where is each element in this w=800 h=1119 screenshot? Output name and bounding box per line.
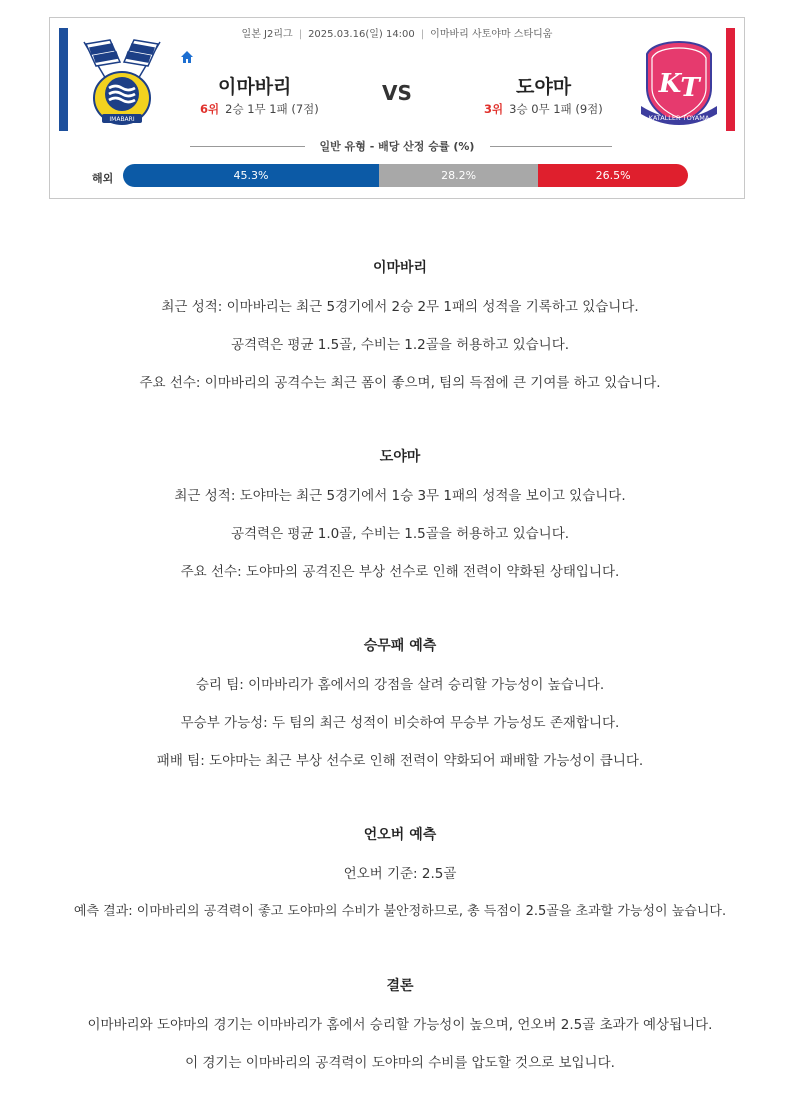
imabari-fc-crest-icon bbox=[76, 36, 168, 130]
home-color-bar bbox=[59, 28, 68, 131]
prediction-line-draw: 무승부 가능성: 두 팀의 최근 성적이 비슷하여 무승부 가능성도 존재합니다. bbox=[180, 715, 620, 731]
overunder-section-heading: 언오버 예측 bbox=[363, 827, 437, 843]
home-record-text: 2승 1무 1패 (7점) bbox=[225, 102, 319, 116]
prediction-section-heading: 승무패 예측 bbox=[363, 638, 437, 654]
home-record bbox=[200, 101, 319, 117]
draw-segment bbox=[379, 164, 538, 187]
match-card bbox=[49, 17, 745, 199]
conclusion-line-2: 이 경기는 이마바리의 공격력이 도야마의 수비를 압도할 것으로 보입니다. bbox=[185, 1055, 615, 1071]
conclusion-line-1: 이마바리와 도야마의 경기는 이마바리가 홈에서 승리할 가능성이 높으며, 언오버 2.5골 초과가 예상됩니다. bbox=[87, 1017, 713, 1033]
kataller-toyama-crest-icon bbox=[633, 36, 725, 130]
away-rank: 3위 bbox=[484, 102, 504, 116]
odds-title: 일반 유형 - 배당 산정 승률 (%) bbox=[319, 140, 475, 153]
match-datetime: 2025.03.16(일) 14:00 bbox=[308, 29, 415, 40]
away-line-stats: 공격력은 평균 1.0골, 수비는 1.5골을 허용하고 있습니다. bbox=[230, 526, 570, 542]
svg-text:IMABARI: IMABARI bbox=[109, 116, 135, 123]
svg-text:T: T bbox=[680, 73, 700, 103]
away-record-text: 3승 0무 1패 (9점) bbox=[509, 102, 603, 116]
home-line-recent: 최근 성적: 이마바리는 최근 5경기에서 2승 2무 1패의 성적을 기록하고 있습니다. bbox=[161, 299, 639, 315]
home-win-segment bbox=[123, 164, 379, 187]
overunder-line-baseline: 언오버 기준: 2.5골 bbox=[343, 866, 457, 882]
svg-text:K: K bbox=[658, 69, 682, 99]
conclusion-section-heading: 결론 bbox=[386, 978, 414, 994]
draw-pct: 28.2% bbox=[441, 169, 477, 182]
league-label: 일본 J2리그 bbox=[241, 29, 293, 40]
away-section-heading: 도야마 bbox=[379, 449, 421, 465]
home-rank: 6위 bbox=[200, 102, 220, 116]
away-win-segment bbox=[538, 164, 688, 187]
away-line-players: 주요 선수: 도야마의 공격진은 부상 선수로 인해 전력이 약화된 상태입니다. bbox=[180, 564, 620, 580]
divider-right bbox=[490, 146, 612, 147]
home-team-name[interactable]: 이마바리 bbox=[218, 76, 292, 98]
vs-label: VS bbox=[382, 81, 412, 105]
away-line-recent: 최근 성적: 도야마는 최근 5경기에서 1승 3무 1패의 성적을 보이고 있습니다. bbox=[174, 488, 626, 504]
svg-text:KATALLER TOYAMA: KATALLER TOYAMA bbox=[648, 114, 710, 122]
odds-title-row bbox=[50, 138, 744, 154]
away-record bbox=[484, 101, 603, 117]
home-line-stats: 공격력은 평균 1.5골, 수비는 1.2골을 허용하고 있습니다. bbox=[230, 337, 570, 353]
away-team-name[interactable]: 도야마 bbox=[516, 76, 572, 98]
home-section-heading: 이마바리 bbox=[372, 260, 428, 276]
odds-bar bbox=[123, 164, 688, 187]
venue-label: 이마바리 사토야마 스타디움 bbox=[430, 29, 553, 40]
home-line-players: 주요 선수: 이마바리의 공격수는 최근 폼이 좋으며, 팀의 득점에 큰 기여를 하고 있습니다. bbox=[139, 375, 661, 391]
prediction-line-loss: 패배 팀: 도야마는 최근 부상 선수로 인해 전력이 약화되어 패배할 가능성이 큽니다. bbox=[156, 753, 644, 769]
prediction-line-win: 승리 팀: 이마바리가 홈에서의 강점을 살려 승리할 가능성이 높습니다. bbox=[195, 677, 605, 693]
home-icon bbox=[180, 50, 194, 64]
away-win-pct: 26.5% bbox=[595, 169, 631, 182]
match-meta: 일본 J2리그 | 2025.03.16(일) 14:00 | 이마바리 사토야마 스타디움 bbox=[241, 29, 553, 40]
home-win-pct: 45.3% bbox=[233, 169, 269, 182]
odds-source-label: 해외 bbox=[92, 172, 114, 185]
away-color-bar bbox=[726, 28, 735, 131]
overunder-line-result: 예측 결과: 이마바리의 공격력이 좋고 도야마의 수비가 불안정하므로, 총 득점이 2.5골을 초과할 가능성이 높습니다. bbox=[73, 904, 727, 919]
